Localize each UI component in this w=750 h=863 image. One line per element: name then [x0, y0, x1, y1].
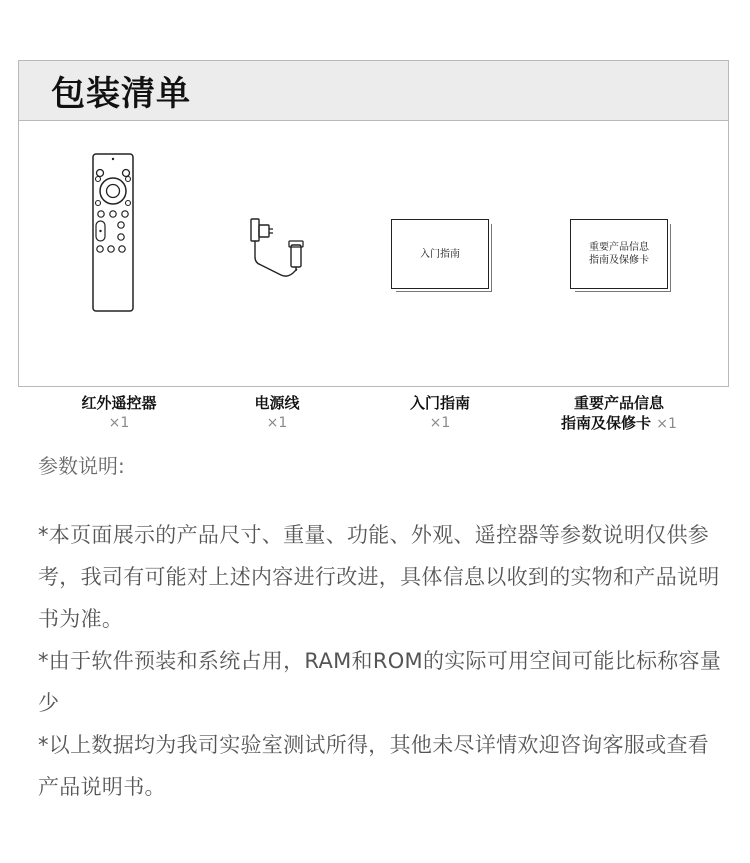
params-note-2: *由于软件预装和系统占用，RAM和ROM的实际可用空间可能比标称容量少 — [38, 649, 722, 715]
warranty-cover-line2: 指南及保修卡 — [589, 255, 649, 266]
item-quick-guide-qty: ×1 — [429, 415, 451, 431]
item-warranty-label — [539, 393, 699, 434]
warranty-cover-line1: 重要产品信息 — [589, 242, 649, 253]
item-warranty-name-line1: 重要产品信息 — [573, 394, 664, 412]
item-quick-guide-name: 入门指南 — [409, 394, 470, 412]
item-remote-qty: ×1 — [108, 415, 130, 431]
params-note-3: *以上数据均为我司实验室测试所得，其他未尽详情欢迎咨询客服或查看产品说明书。 — [38, 733, 710, 799]
params-section — [38, 448, 728, 808]
package-list-title: 包装清单 — [51, 74, 191, 114]
power-cable-icon — [245, 217, 309, 289]
item-remote — [19, 121, 219, 431]
item-power-cable-name: 电源线 — [254, 394, 300, 412]
item-warranty-card — [539, 121, 699, 432]
item-warranty-qty: ×1 — [656, 416, 677, 432]
remote-control-icon — [91, 153, 135, 313]
item-quick-guide — [359, 121, 521, 431]
package-list-box — [18, 60, 729, 432]
quick-guide-cover-text: 入门指南 — [420, 248, 460, 260]
params-note-1: *本页面展示的产品尺寸、重量、功能、外观、遥控器等参数说明仅供参考，我司有可能对上述内容进行改进，具体信息以收到的实物和产品说明书为准。 — [38, 523, 720, 631]
item-warranty-name-line2: 指南及保修卡 — [561, 414, 652, 432]
item-power-cable — [197, 121, 357, 431]
params-title: 参数说明: — [38, 454, 125, 478]
item-remote-name: 红外遥控器 — [81, 394, 157, 412]
package-list-header — [19, 61, 728, 121]
warranty-booklet — [570, 219, 668, 289]
item-power-cable-label — [197, 393, 357, 433]
item-remote-label — [19, 393, 219, 433]
item-power-cable-qty: ×1 — [266, 415, 288, 431]
quick-guide-booklet — [391, 219, 489, 289]
item-quick-guide-label — [359, 393, 521, 433]
